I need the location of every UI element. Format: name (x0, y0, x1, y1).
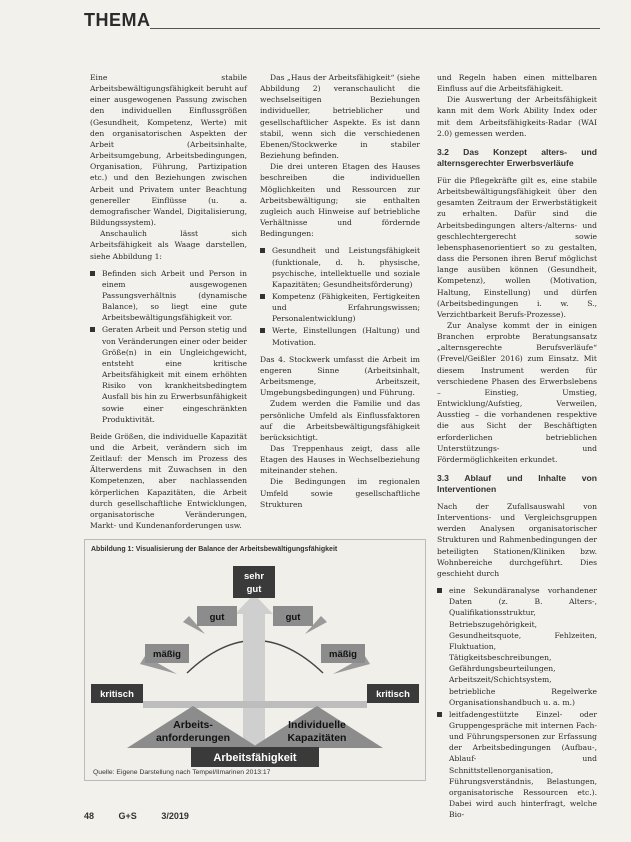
paragraph: Die drei unteren Etagen des Hauses beschreiben die individuellen Möglichkeiten und Ressourcen zur Arbeitsbewältigung; sie enthalten zugleich auch Hinweise auf betriebliche Verhältnisse und fördernde Bedingungen: (260, 162, 420, 239)
label-right-kritisch: kritisch (376, 689, 410, 700)
bullet-list (437, 585, 597, 820)
list-item: Befinden sich Arbeit und Person in einem ausgewogenen Passungsverhältnis (dynamische Balance), so liegt eine gute Arbeitsbewältigungsfähigkeit vor. (90, 268, 247, 324)
label-left-kritisch: kritisch (100, 689, 134, 700)
label-gut: gut (246, 584, 262, 595)
label-arbeits: Arbeits- (173, 719, 213, 731)
label-arbeitsfaehigkeit: Arbeitsfähigkeit (213, 752, 297, 764)
magazine-name: G+S (118, 811, 137, 821)
bullet-list (90, 268, 247, 425)
issue-number: 3/2019 (161, 811, 189, 821)
paragraph: Zudem werden die Familie und das persönliche Umfeld als Einflussfaktoren auf die Arbeitsbewältigungsfähigkeit berücksichtigt. (260, 399, 420, 442)
paragraph: Das „Haus der Arbeitsfähigkeit“ (siehe Abbildung 2) veranschaulicht die wechselseitigen Beziehungen individueller, betrieblicher und gesellschaftlicher Aspekte. Es ist dann stabil, wenn sich die verschiedenen Ebenen/Stockwerke in stabiler Beziehung befinden. (260, 73, 421, 161)
paragraph: Zur Analyse kommt der in einigen Branchen erprobte Beratungsansatz „alternsgerechte Berufsverläufe“ (Frevel/Geißler 2016) zum Einsatz. Mit diesem Instrument werden für verschiedene Phasen des Erwerbslebens – Einstieg, Umstieg, Entwicklung/Aufstieg, Verweilen, Ausstieg – die vorhandenen respektive die aus Sicht der Beschäftigten erforderlichen betrieblichen Unterstützungs- und Fördermöglichkeiten erkundet. (437, 320, 597, 464)
label-left-gut: gut (209, 612, 225, 623)
balance-beam (143, 701, 367, 708)
list-item: leitfadengestützte Einzel- oder Gruppengespräche mit internen Fach- und Führungspersonen zur Erfassung der Arbeitsbedingungen (Aufbau-, Ablauf- und Schnittstellenorganisation, Führungsverständnis, Belastungen, organisatorische Ressourcen etc.). Dabei wird auch hinterfragt, welche Bio- (437, 709, 597, 821)
figure-source: Quelle: Eigene Darstellung nach Tempel/Ilmarinen 2013:17 (93, 769, 271, 776)
paragraph: Anschaulich lässt sich Arbeitsfähigkeit als Waage darstellen, siehe Abbildung 1: (90, 229, 247, 261)
bullet-list (260, 245, 420, 347)
column-2 (260, 72, 420, 510)
section-heading: 3.3 Ablauf und Inhalte von Interventionen (437, 473, 597, 494)
label-anforderungen: anforderungen (155, 732, 231, 744)
label-right-maessig: mäßig (329, 649, 357, 660)
header-rule (150, 28, 600, 29)
paragraph: und Regeln haben einen mittelbaren Einfluss auf die Arbeitsfähigkeit. (437, 73, 597, 94)
section-header: THEMA (84, 10, 151, 30)
page-number: 48 (84, 811, 95, 821)
label-right-gut: gut (285, 612, 301, 623)
label-individuelle: Individuelle (288, 719, 346, 731)
label-left-maessig: mäßig (153, 649, 181, 660)
column-1 (90, 72, 247, 531)
page-footer (84, 811, 211, 821)
column-3 (437, 72, 597, 826)
paragraph: Beide Größen, die individuelle Kapazität und die Arbeit, verändern sich im Zeitlauf: der Mensch im Prozess des Älterwerdens mit Zuwachsen in den Kompetenzen, aber nachlassenden körperlichen Kapazitäten, die Arbeit durch gesellschaftliche Entwicklungen, organisatorische Veränderungen, Markt- und Kundenanforderungen usw. (90, 431, 247, 531)
list-item: Geraten Arbeit und Person stetig und von Veränderungen einer oder beider Größe(n) in ein Ungleichgewicht, entsteht eine kritische Arbeitsfähigkeit mit einem erhöhten Risiko von krankheitsbedingtem Ausfall bis hin zu Erwerbsunfähigkeit sowie einer eingeschränkten Produktivität. (90, 324, 247, 424)
paragraph: Für die Pflegekräfte gilt es, eine stabile Arbeitsbewältigungsfähigkeit über den gesamten Zeitraum der Erwerbstätigkeit zu erhalten. Dafür sind die Arbeitsbedingungen alters-/alterns- und geschlechtergerecht sowie lebensphasenorientiert so zu gestalten, dass die Personen ihren Beruf möglichst lange ausüben können (Gesundheit, Kompetenz), wollen (Motivation, Haltung, Einstellung) und dürfen (Arbeitsbedingungen i. w. S., Verzichtbarkeit Berufs-Prozesse). (437, 175, 597, 319)
label-sehr: sehr (243, 571, 265, 582)
paragraph: Die Auswertung der Arbeitsfähigkeit kann mit dem Work Ability Index oder mit dem Arbeitsfähigkeits-Radar (WAI 2.0) gemessen werden. (437, 95, 597, 138)
paragraph: Das 4. Stockwerk umfasst die Arbeit im engeren Sinne (Arbeitsinhalt, Arbeitsmenge, Arbeitszeit, Umgebungsbedingungen) und Führung. (260, 354, 420, 398)
paragraph: Eine stabile Arbeitsbewältigungsfähigkeit beruht auf einer ausgewogenen Passung zwischen den individuellen Einflussgrößen (Gesundheit, Kompetenz, Werte) mit den organisatorischen Aspekten der Arbeit (Arbeitsinhalte, Arbeitsumgebung, Arbeitsbedingungen, Organisation, Führung, Partizipation etc.) und den Beziehungen zwischen Arbeit und Privatem unter Beachtung genereller Einflüsse (u. a. demografischer Wandel, Digitalisierung, Bildungssystem). (90, 73, 247, 228)
list-item: Werte, Einstellungen (Haltung) und Motivation. (260, 325, 420, 347)
list-item: Gesundheit und Leistungsfähigkeit (funktionale, d. h. physische, psychische, intellektuelle und soziale Kapazitäten; Gesundheitsförderung) (260, 245, 420, 290)
list-item: Kompetenz (Fähigkeiten, Fertigkeiten und Erfahrungswissen; Personalentwicklung) (260, 291, 420, 324)
figure-title: Abbildung 1: Visualisierung der Balance der Arbeitsbewältigungsfähigkeit (91, 546, 338, 553)
paragraph: Das Treppenhaus zeigt, dass alle Etagen des Hauses in Wechselbeziehung miteinander stehen. (260, 444, 420, 476)
paragraph: Die Bedingungen im regionalen Umfeld sowie gesellschaftliche Strukturen (260, 477, 420, 509)
section-heading: 3.2 Das Konzept alters- und alternsgerechter Erwerbsverläufe (437, 146, 597, 168)
paragraph: Nach der Zufallsauswahl von Interventions- und Vergleichsgruppen werden Analysen organisatorischer Strukturen und Rahmenbedingungen der beteiligten Stationen/Kliniken bzw. Wohnbereiche durchgeführt. Dies geschieht durch (437, 502, 597, 578)
balance-pillar (243, 608, 265, 758)
list-item: eine Sekundäranalyse vorhandener Daten (z. B. Alters-, Qualifikationsstruktur, Betriebszugehörigkeit, Gesundheitsquote, Fehlzeiten, Fluktuation, Tätigkeitsbeschreibungen, Gefährdungsbeurteilungen, Arbeitszeit/Schichtsystem, betriebliche Regelwerke Organisationshandbuch u. a. m.) (437, 585, 597, 708)
balance-diagram (85, 556, 425, 778)
figure-balance (84, 539, 426, 781)
label-kapazitaeten: Kapazitäten (287, 732, 347, 744)
